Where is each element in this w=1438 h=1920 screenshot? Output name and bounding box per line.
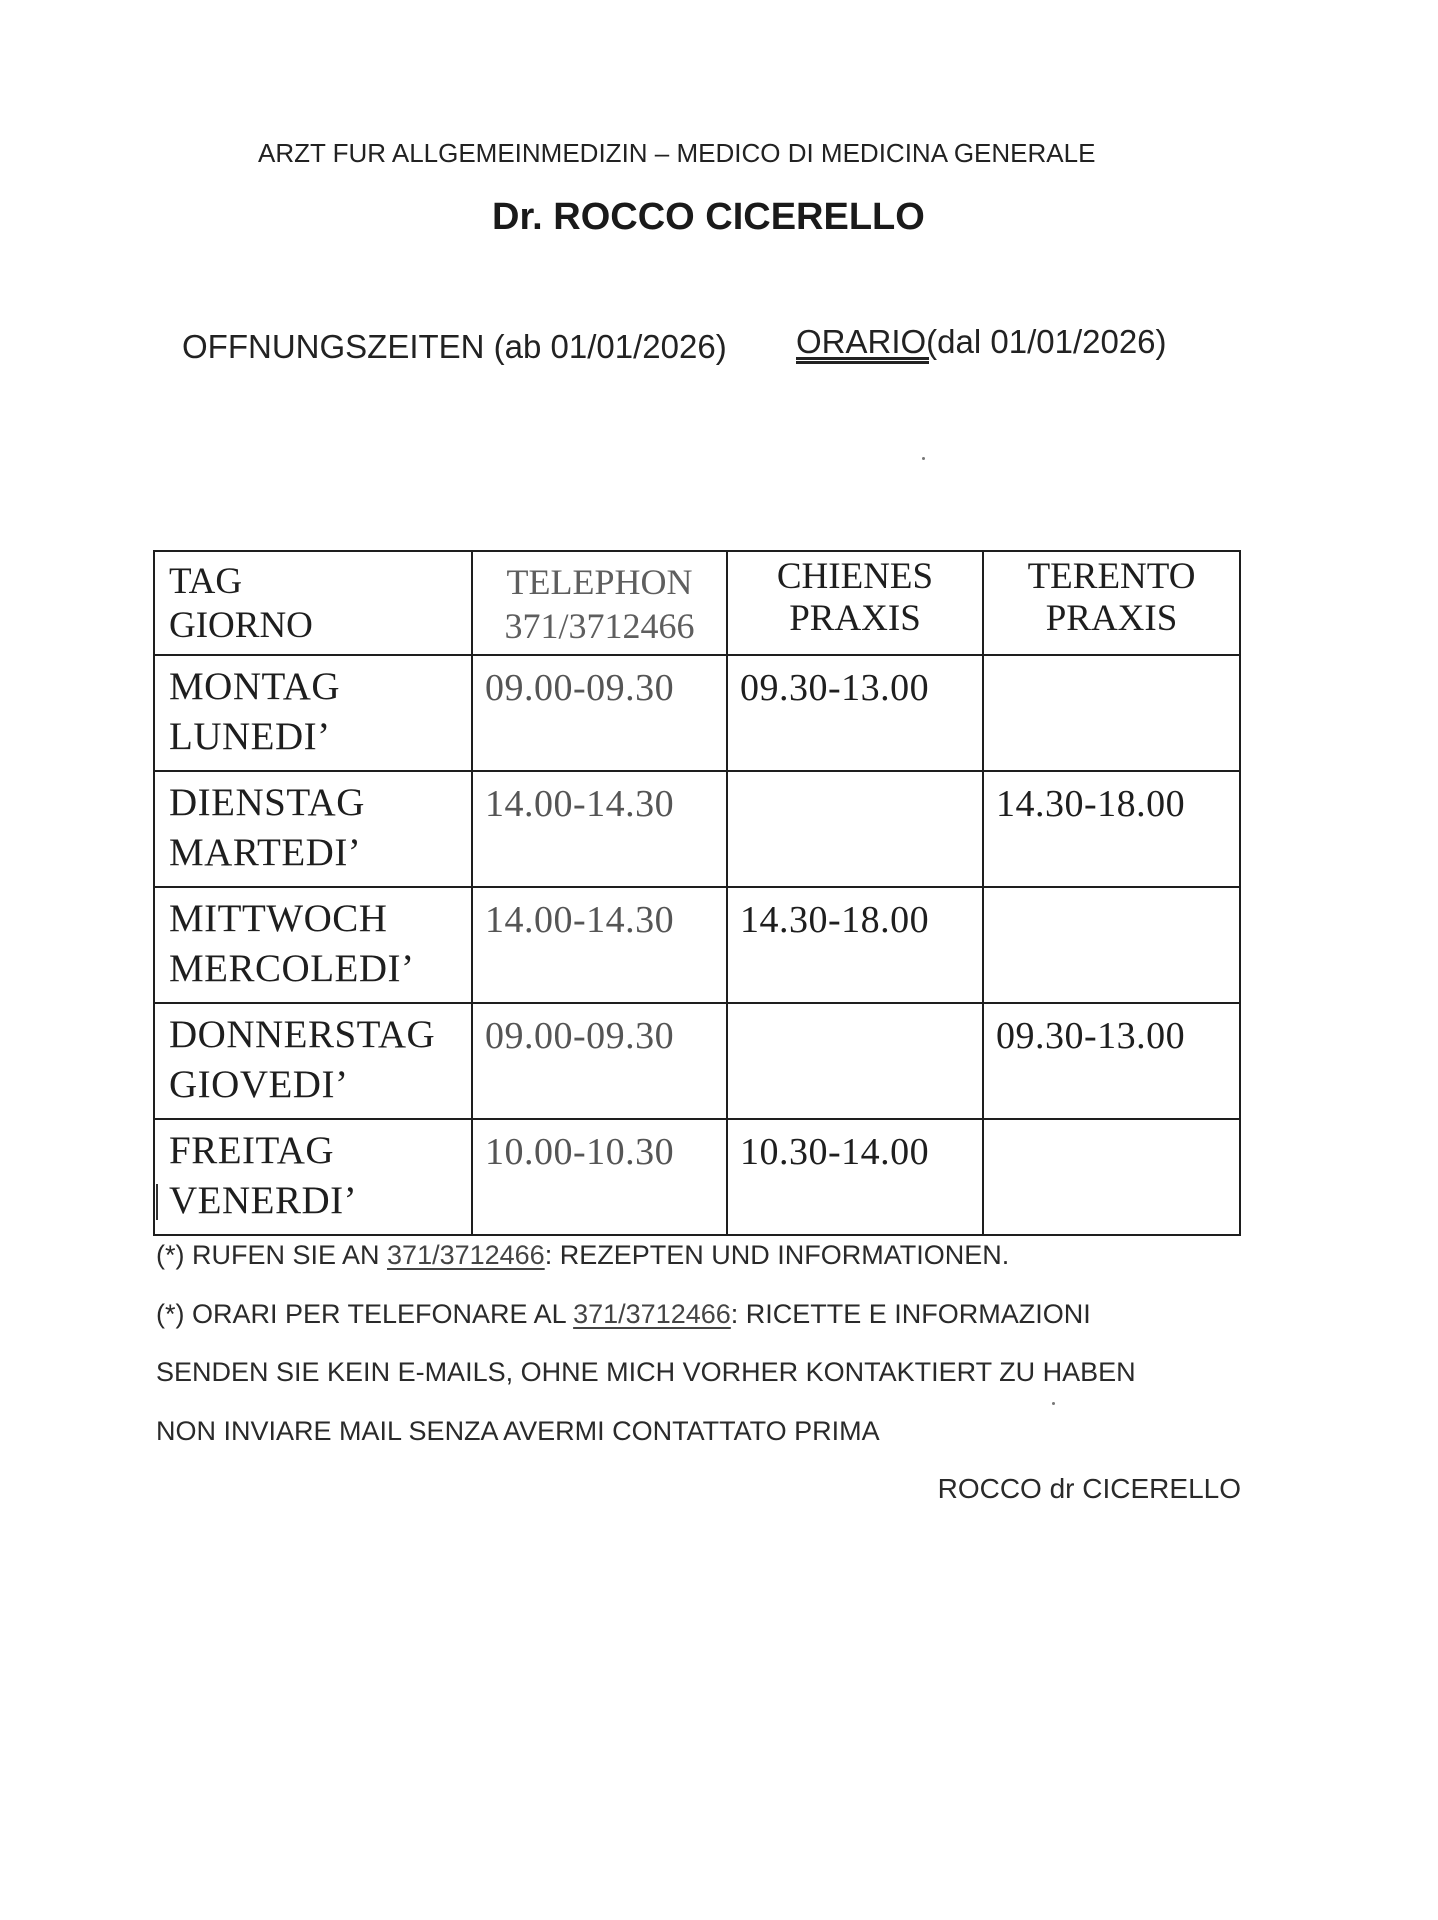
header-terento-name: TERENTO xyxy=(1027,556,1196,597)
note-call-de-suffix: : REZEPTEN UND INFORMATIONEN. xyxy=(544,1240,1010,1270)
header-telephone-number: 371/3712466 xyxy=(504,606,695,646)
day-cell xyxy=(154,887,472,1003)
phone-number: 371/3712466 xyxy=(387,1240,545,1270)
chienes-hours-cell: 09.30-13.00 xyxy=(727,655,983,771)
day-it: LUNEDI’ xyxy=(169,715,331,758)
schedule-table xyxy=(153,550,1241,1236)
scan-speck xyxy=(1052,1402,1055,1405)
header-telephone xyxy=(472,551,727,655)
terento-hours-cell xyxy=(983,655,1240,771)
day-de: DIENSTAG xyxy=(169,781,365,824)
header-day xyxy=(154,551,472,655)
orario-date: dal 01/01/2026) xyxy=(937,323,1167,360)
chienes-hours-cell xyxy=(727,1003,983,1119)
day-it: VENERDI’ xyxy=(169,1179,358,1222)
telephone-hours-cell: 14.00-14.30 xyxy=(472,771,727,887)
header-chienes-praxis: PRAXIS xyxy=(789,598,921,639)
day-it: GIOVEDI’ xyxy=(169,1063,349,1106)
header-chienes xyxy=(727,551,983,655)
signature: ROCCO dr CICERELLO xyxy=(937,1473,1241,1504)
terento-hours-cell: 14.30-18.00 xyxy=(983,771,1240,887)
note-email-de: SENDEN SIE KEIN E-MAILS, OHNE MICH VORHER KONTAKTIERT ZU HABEN xyxy=(156,1357,1136,1387)
terento-hours-cell xyxy=(983,1119,1240,1235)
day-it: MERCOLEDI’ xyxy=(169,947,415,990)
chienes-hours-cell xyxy=(727,771,983,887)
opening-hours-heading-de: OFFNUNGSZEITEN (ab 01/01/2026) xyxy=(182,328,727,365)
header-terento-praxis: PRAXIS xyxy=(1045,598,1178,639)
note-call-it-suffix: : RICETTE E INFORMAZIONI xyxy=(730,1299,1091,1329)
telephone-hours-cell: 09.00-09.30 xyxy=(472,1003,727,1119)
header-day-de: TAG xyxy=(169,561,243,602)
day-cell xyxy=(154,1119,472,1235)
terento-hours-cell: 09.30-13.00 xyxy=(983,1003,1240,1119)
note-call-it xyxy=(156,1299,1091,1330)
header-telephone-label: TELEPHON xyxy=(506,562,693,602)
day-de: MONTAG xyxy=(169,665,341,708)
chienes-hours-cell: 10.30-14.00 xyxy=(727,1119,983,1235)
day-cell xyxy=(154,655,472,771)
table-row-friday xyxy=(154,1119,1240,1235)
day-it: MARTEDI’ xyxy=(169,831,362,874)
telephone-hours-cell: 10.00-10.30 xyxy=(472,1119,727,1235)
telephone-hours-cell: 09.00-09.30 xyxy=(472,655,727,771)
note-call-it-prefix: (*) ORARI PER TELEFONARE AL xyxy=(156,1299,574,1329)
orario-word: ORARIO( xyxy=(796,323,938,360)
day-cell xyxy=(154,1003,472,1119)
note-call-de-prefix: (*) RUFEN SIE AN xyxy=(156,1240,388,1270)
header-day-it: GIORNO xyxy=(169,605,313,646)
opening-hours-heading-it xyxy=(796,323,1167,361)
table-row-tuesday xyxy=(154,771,1240,887)
header-chienes-name: CHIENES xyxy=(776,556,934,597)
day-cell xyxy=(154,771,472,887)
day-de: DONNERSTAG xyxy=(169,1013,436,1056)
doctor-name: Dr. ROCCO CICERELLO xyxy=(492,196,925,238)
chienes-hours-cell: 14.30-18.00 xyxy=(727,887,983,1003)
table-row-wednesday xyxy=(154,887,1240,1003)
scan-speck xyxy=(922,457,925,460)
note-call-de xyxy=(156,1240,1009,1271)
header-terento xyxy=(983,551,1240,655)
document-subtitle: ARZT FUR ALLGEMEINMEDIZIN – MEDICO DI MEDICINA GENERALE xyxy=(258,138,1096,168)
telephone-hours-cell: 14.00-14.30 xyxy=(472,887,727,1003)
phone-number: 371/3712466 xyxy=(573,1299,731,1329)
day-de: FREITAG xyxy=(169,1129,335,1172)
table-row-monday xyxy=(154,655,1240,771)
terento-hours-cell xyxy=(983,887,1240,1003)
table-header-row xyxy=(154,551,1240,655)
note-email-it: NON INVIARE MAIL SENZA AVERMI CONTATTATO PRIMA xyxy=(156,1416,880,1446)
table-row-thursday xyxy=(154,1003,1240,1119)
day-de: MITTWOCH xyxy=(169,897,388,940)
margin-tick-mark xyxy=(156,1184,158,1220)
